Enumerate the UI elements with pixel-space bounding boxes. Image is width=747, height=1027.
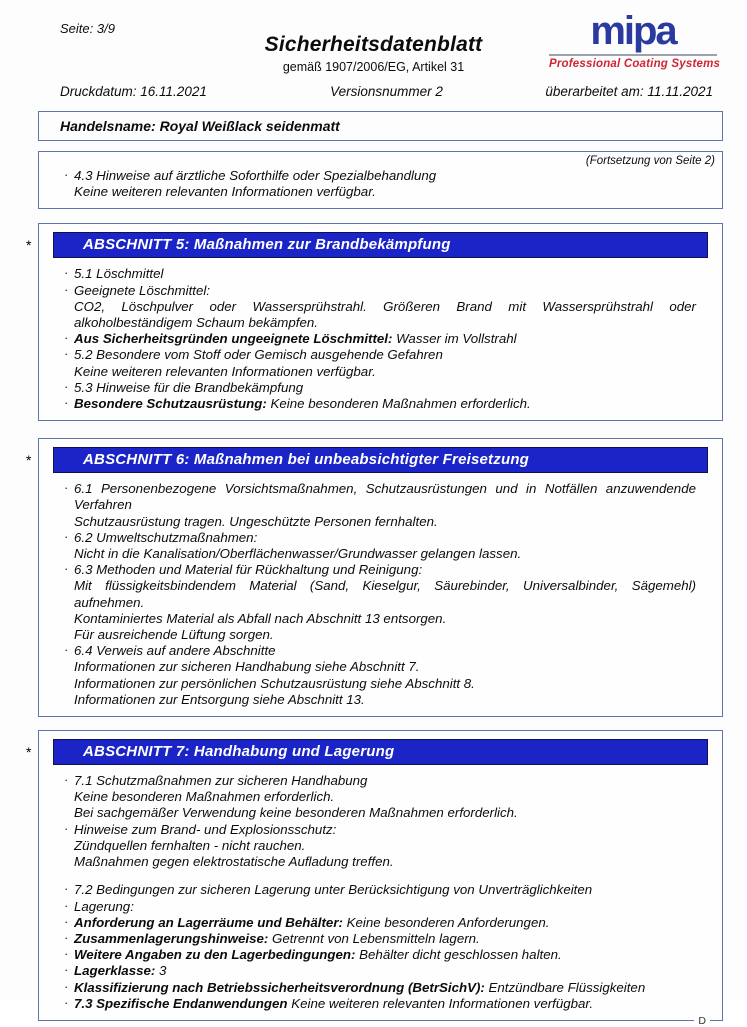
trade-name-box [38, 111, 723, 141]
row-value: Behälter dicht geschlossen halten. [359, 947, 562, 963]
row-value: 3 [159, 963, 167, 979]
trade-name-text: Handelsname: Royal Weißlack seidenmatt [60, 118, 340, 134]
bullet-dot: · [64, 929, 69, 945]
bullet-dot: · [64, 395, 69, 411]
row-text: 5.1 Löschmittel [74, 266, 164, 282]
bullet-dot: · [64, 881, 69, 897]
section-6-box [26, 438, 723, 717]
row-text: Geeignete Löschmittel: [74, 282, 211, 298]
row-text: Lagerung: [74, 898, 134, 914]
mipa-logo-wordmark: mipa [590, 9, 676, 53]
row-label: Besondere Schutzausrüstung: [74, 396, 271, 412]
row-label: Weitere Angaben zu den Lagerbedingungen: [74, 947, 360, 963]
row-plain [74, 692, 696, 708]
section-7-box [26, 730, 723, 1027]
row-labelvalue [64, 946, 696, 963]
bullet-dot: · [64, 480, 69, 496]
row-label: 7.3 Spezifische Endanwendungen [74, 995, 292, 1011]
logo-tagline: Professional Coating Systems [549, 58, 721, 70]
row-labelvalue [64, 330, 696, 347]
bullet-dot: · [64, 167, 69, 182]
row-text: 4.3 Hinweise auf ärztliche Soforthilfe oder Spezialbehandlung [74, 168, 437, 183]
continuation-note: (Fortsetzung von Seite 2) [585, 155, 715, 167]
row-label: Zusammenlagerungshinweise: [74, 930, 273, 946]
row-value: Wasser im Vollstrahl [396, 331, 517, 347]
bullet-dot: · [64, 561, 69, 577]
row-text: Mit flüssigkeitsbindendem Material (Sand, Kieselgur, Säurebinder, Universalbinder, Sägemehl) aufnehmen. [74, 578, 696, 610]
row-heading [64, 281, 696, 299]
row-text: Informationen zur persönlichen Schutzausrüstung siehe Abschnitt 8. [74, 675, 475, 691]
row-text: 5.3 Hinweise für die Brandbekämpfung [74, 379, 304, 395]
bullet-dot: · [64, 897, 69, 913]
bullet-dot: · [64, 265, 69, 281]
bullet-dot: · [64, 281, 69, 297]
row-heading [64, 642, 696, 659]
row-text: Maßnahmen gegen elektrostatische Aufladung treffen. [74, 854, 394, 870]
section-7-header-bar: ABSCHNITT 7: Handhabung und Lagerung [53, 739, 708, 765]
row-label: Aus Sicherheitsgründen ungeeignete Löschmittel: [74, 331, 397, 347]
revision-date-label: überarbeitet am: 11.11.2021 [545, 84, 713, 99]
section-6-body [39, 481, 722, 716]
bullet-dot: · [64, 820, 69, 836]
row-text: Informationen zur sicheren Handhabung siehe Abschnitt 7. [74, 659, 420, 675]
row-value: Keine besonderen Anforderungen. [346, 914, 550, 930]
row-text: 6.4 Verweis auf andere Abschnitte [74, 643, 276, 659]
section-6-header-bar: ABSCHNITT 6: Maßnahmen bei unbeabsichtigter Freisetzung [53, 447, 708, 473]
row-plain [74, 184, 696, 200]
page-header [0, 0, 747, 106]
row-text: Schutzausrüstung tragen. Ungeschützte Personen fernhalten. [74, 513, 438, 529]
document-title: Sicherheitsdatenblatt [264, 33, 483, 56]
row-text: Kontaminiertes Material als Abfall nach Abschnitt 13 entsorgen. [74, 610, 447, 626]
print-date-label: Druckdatum: 16.11.2021 [60, 84, 207, 99]
row-heading [64, 480, 696, 513]
bullet-dot: · [64, 346, 69, 362]
bullet-dot: · [64, 642, 69, 658]
row-text: Zündquellen fernhalten - nicht rauchen. [74, 837, 306, 853]
row-label: Lagerklasse: [74, 963, 160, 979]
section-5-body [39, 266, 722, 420]
row-text: Informationen zur Entsorgung siehe Abschnitt 13. [74, 691, 365, 707]
row-value: Entzündbare Flüssigkeiten [488, 979, 646, 995]
version-number-label: Versionsnummer 2 [330, 84, 443, 99]
bullet-dot: · [64, 978, 69, 994]
row-labelvalue [64, 913, 696, 931]
row-text: Hinweise zum Brand- und Explosionsschutz: [74, 821, 337, 837]
row-value: Getrennt von Lebensmitteln lagern. [272, 930, 480, 946]
section-5-box [26, 223, 723, 421]
row-plain [74, 789, 696, 805]
row-text: 5.2 Besondere vom Stoff oder Gemisch ausgehende Gefahren [74, 347, 443, 363]
page-number-label: Seite: 3/9 [60, 21, 115, 36]
continuation-box [38, 151, 723, 209]
row-label: Anforderung an Lagerräume und Behälter: [74, 914, 347, 930]
row-heading [64, 820, 696, 838]
row-text: Nicht in die Kanalisation/Oberflächenwasser/Grundwasser gelangen lassen. [74, 546, 522, 562]
row-plain [74, 659, 696, 675]
row-value: Keine weiteren relevanten Informationen verfügbar. [291, 995, 594, 1011]
row-heading [64, 561, 696, 578]
row-plain [74, 627, 696, 643]
row-plain [74, 805, 696, 821]
row-plain [74, 838, 696, 854]
row-label: Klassifizierung nach Betriebssicherheitsverordnung (BetrSichV): [74, 979, 489, 995]
row-heading [64, 881, 696, 898]
row-labelvalue [64, 962, 696, 979]
change-marker-asterisk: * [26, 237, 32, 254]
row-heading [64, 378, 696, 396]
bullet-dot: · [64, 913, 69, 929]
section-7-body [39, 773, 722, 1020]
row-text: Keine besonderen Maßnahmen erforderlich. [74, 789, 335, 805]
section-4-continued-body [39, 168, 722, 208]
row-plain [74, 611, 696, 627]
row-plain [74, 299, 696, 331]
bullet-dot: · [64, 962, 69, 978]
mipa-logo [549, 9, 721, 70]
row-labelvalue [64, 929, 696, 947]
document-subtitle: gemäß 1907/2006/EG, Artikel 31 [282, 60, 465, 74]
row-text: 7.1 Schutzmaßnahmen zur sicheren Handhabung [74, 773, 368, 789]
row-text: 6.3 Methoden und Material für Rückhaltung und Reinigung: [74, 562, 423, 578]
row-plain [74, 578, 696, 610]
row-text: Keine weiteren relevanten Informationen verfügbar. [74, 363, 376, 379]
bullet-dot: · [64, 330, 69, 346]
bullet-dot: · [64, 528, 69, 544]
row-labelvalue [64, 978, 696, 996]
row-text: 6.1 Personenbezogene Vorsichtsmaßnahmen, Schutzausrüstungen und in Notfällen anzuwendende Verfahren [74, 481, 696, 513]
row-plain [74, 364, 696, 380]
row-heading [64, 265, 696, 282]
row-text: Für ausreichende Lüftung sorgen. [74, 627, 274, 643]
bullet-dot: · [64, 946, 69, 962]
row-heading [64, 528, 696, 546]
row-text: CO2, Löschpulver oder Wassersprühstrahl. Größeren Brand mit Wassersprühstrahl oder alkoholbeständigem Schaum bekämpfen. [74, 298, 696, 331]
row-labelvalue [64, 994, 696, 1012]
row-text: 6.2 Umweltschutzmaßnahmen: [74, 529, 258, 545]
row-heading [64, 897, 696, 915]
row-plain [74, 854, 696, 870]
logo-divider-line [549, 54, 717, 56]
row-gap [74, 870, 696, 882]
row-plain [74, 514, 696, 530]
section-5-header-bar: ABSCHNITT 5: Maßnahmen zur Brandbekämpfung [53, 232, 708, 258]
row-heading [64, 772, 696, 789]
row-text: Bei sachgemäßer Verwendung keine besonderen Maßnahmen erforderlich. [74, 805, 518, 821]
bullet-dot: · [64, 772, 69, 788]
row-text: 7.2 Bedingungen zur sicheren Lagerung unter Berücksichtigung von Unverträglichkeiten [74, 882, 593, 898]
change-marker-asterisk: * [26, 744, 32, 761]
bullet-dot: · [64, 994, 69, 1010]
bullet-dot: · [64, 378, 69, 394]
country-code-marker: D [694, 1015, 710, 1027]
row-heading [64, 346, 696, 363]
row-plain [74, 676, 696, 692]
document-meta-row [60, 84, 713, 99]
row-text: Keine weiteren relevanten Informationen verfügbar. [74, 184, 376, 200]
change-marker-asterisk: * [26, 452, 32, 469]
row-labelvalue [64, 395, 696, 412]
row-value: Keine besonderen Maßnahmen erforderlich. [270, 396, 531, 412]
row-heading [64, 167, 696, 184]
row-plain [74, 546, 696, 562]
